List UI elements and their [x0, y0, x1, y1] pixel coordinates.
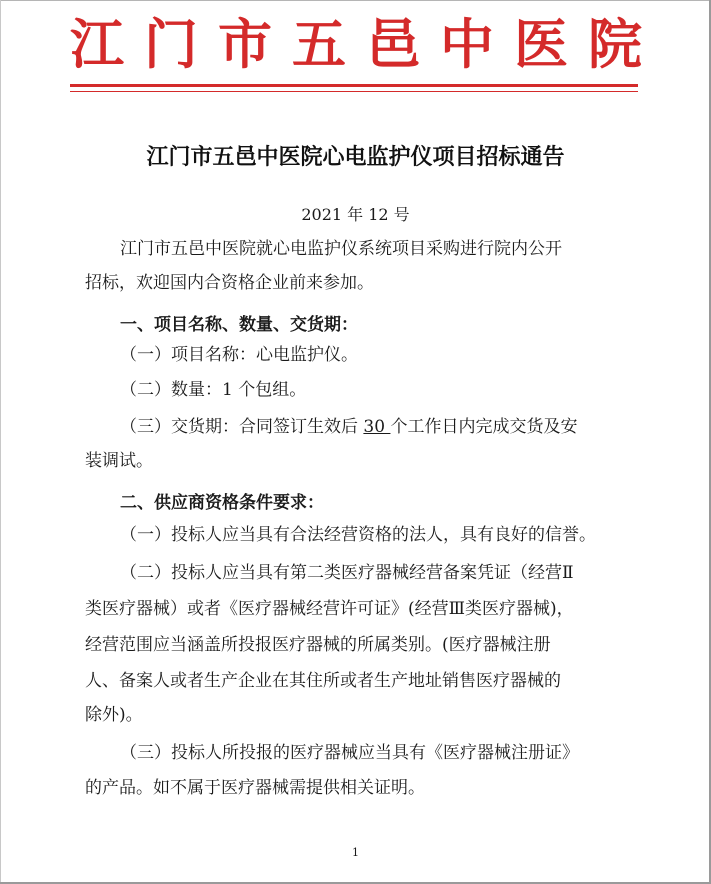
section-2-item-2-line-3: 经营范围应当涵盖所投报医疗器械的所属类别。(医疗器械注册 [85, 635, 551, 655]
section-1-item-3-line-2: 装调试。 [85, 451, 153, 471]
section-2-item-2-line-2: 类医疗器械）或者《医疗器械经营许可证》(经营Ⅲ类医疗器械)， [85, 599, 574, 619]
item-3-prefix: （三）交货期：合同签订生效后 [120, 417, 364, 437]
item-3-suffix: 个工作日内完成交货及安 [390, 417, 578, 437]
letterhead-char: 门 [144, 12, 198, 76]
letterhead-char: 医 [514, 12, 568, 76]
letterhead-rule-thick [70, 84, 638, 87]
letterhead-rule-thin [70, 91, 638, 92]
letterhead-char: 院 [588, 12, 642, 76]
section-1-item-1: （一）项目名称：心电监护仪。 [120, 345, 358, 365]
section-1-heading: 一、项目名称、数量、交货期： [120, 315, 358, 335]
page-border-top [0, 0, 711, 1]
page-number: 1 [352, 846, 359, 859]
document-number: 2021 年 12 号 [301, 205, 410, 224]
letterhead-char: 江 [70, 12, 124, 76]
delivery-days: 30 [363, 417, 391, 437]
letterhead-char: 五 [292, 12, 346, 76]
section-2-item-2-line-5: 除外)。 [85, 705, 143, 725]
section-2-item-3-line-2: 的产品。如不属于医疗器械需提供相关证明。 [85, 778, 425, 798]
page-border-left [0, 0, 1, 884]
letterhead [70, 10, 642, 78]
letterhead-char: 市 [218, 12, 272, 76]
section-2-item-3-line-1: （三）投标人所投报的医疗器械应当具有《医疗器械注册证》 [120, 743, 579, 763]
section-2-heading: 二、供应商资格条件要求： [120, 493, 324, 513]
section-2-item-2-line-4: 人、备案人或者生产企业在其住所或者生产地址销售医疗器械的 [85, 671, 561, 691]
section-2-item-2-line-1: （二）投标人应当具有第二类医疗器械经营备案凭证（经营Ⅱ [120, 563, 574, 583]
section-1-item-2: （二）数量：1 个包组。 [120, 380, 307, 400]
intro-line-1: 江门市五邑中医院就心电监护仪系统项目采购进行院内公开 [120, 239, 562, 259]
intro-line-2: 招标，欢迎国内合资格企业前来参加。 [85, 273, 374, 293]
section-1-item-3 [120, 410, 577, 444]
letterhead-char: 中 [440, 12, 494, 76]
letterhead-char: 邑 [366, 12, 420, 76]
document-title: 江门市五邑中医院心电监护仪项目招标通告 [146, 145, 565, 170]
section-2-item-1: （一）投标人应当具有合法经营资格的法人，具有良好的信誉。 [120, 525, 596, 545]
